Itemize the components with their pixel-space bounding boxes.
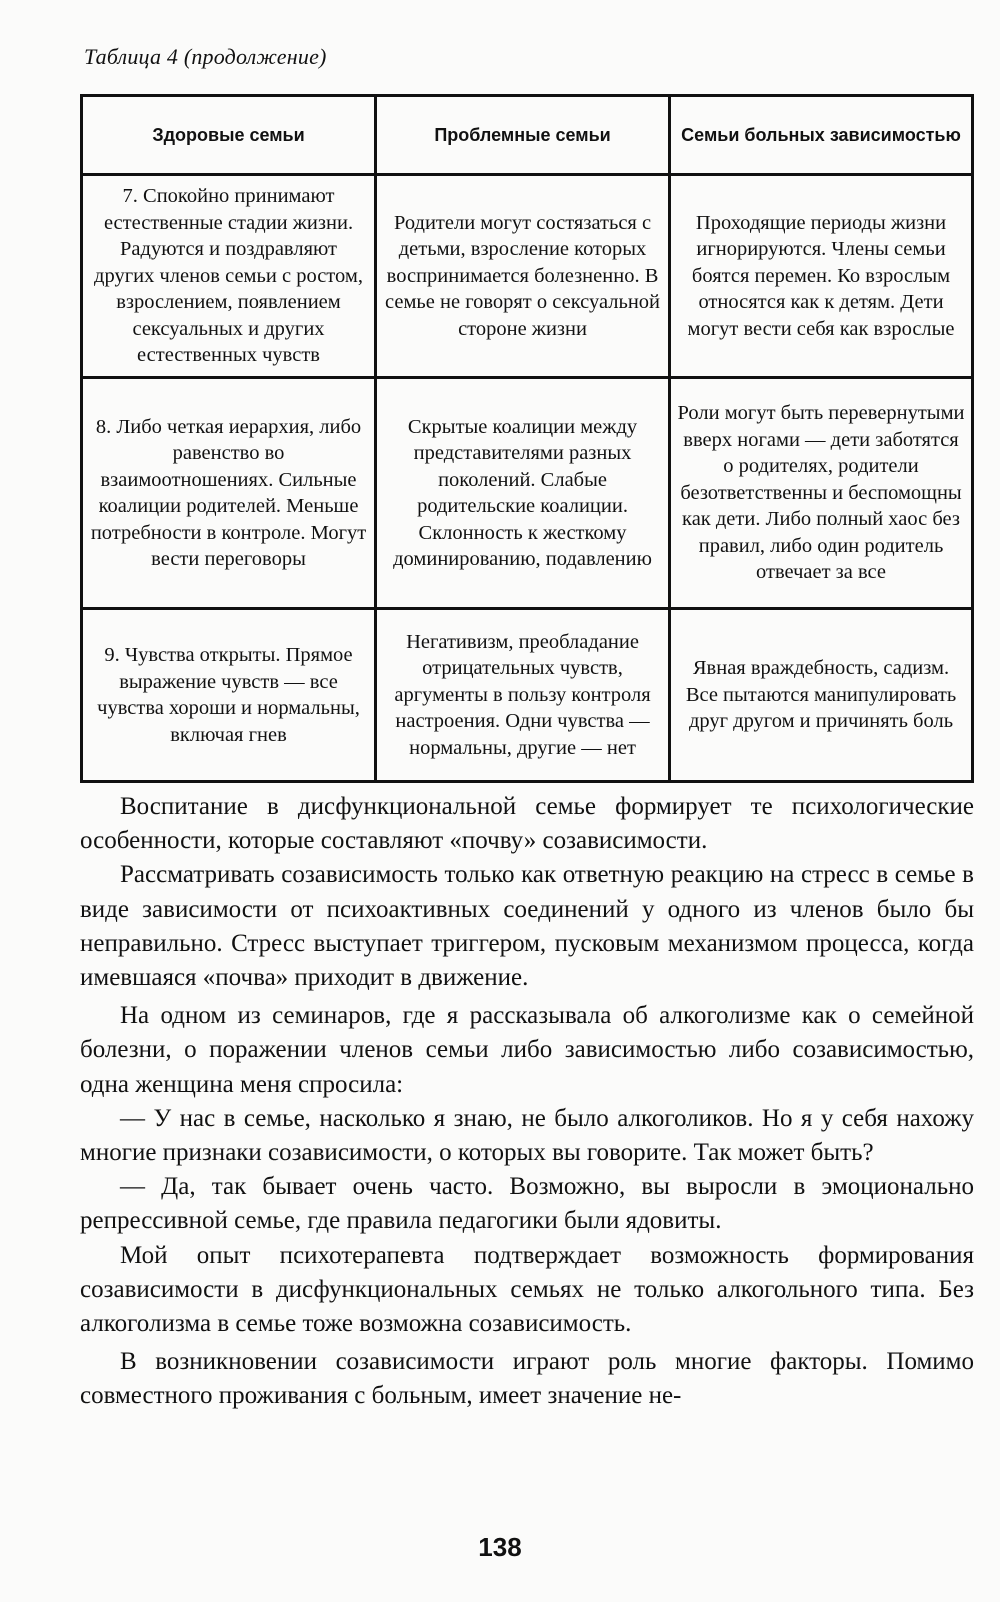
table-row (82, 175, 973, 378)
body-text (80, 790, 974, 1414)
paragraph: Воспитание в дисфункциональной семье формирует те психологические особенности, которые составляют «почву» созависимости. (80, 793, 974, 855)
header-healthy-families: Здоровые семьи (82, 96, 376, 175)
table-cell: Проходящие периоды жизни игнорируются. Члены семьи боятся перемен. Ко взрослым относятся как к детям. Дети могут вести себя как взрослые (670, 175, 973, 378)
table-cell: 9. Чувства открыты. Прямое выражение чувств — все чувства хороши и нормальны, включая гнев (82, 609, 376, 782)
paragraph: — У нас в семье, насколько я знаю, не было алкоголиков. Но я у себя нахожу многие признаки созависимости, о которых вы говорите. Так может быть? (80, 1104, 974, 1167)
paragraph: Мой опыт психотерапевта подтверждает возможность формирования созависимости в дисфункциональных семьях не только алкогольного типа. Без алкоголизма в семье тоже возможна созависимость. (80, 1241, 974, 1338)
table-cell: 8. Либо четкая иерархия, либо равенство во взаимоотношениях. Сильные коалиции родителей. Меньше потребности в контроле. Могут вести переговоры (82, 378, 376, 609)
table-header-row (82, 96, 973, 175)
table-caption: Таблица 4 (продолжение) (84, 44, 327, 69)
paragraph: В возникновении созависимости играют роль многие факторы. Помимо совместного проживания с больным, имеет значение не- (80, 1348, 974, 1410)
table-cell: Родители могут состязаться с детьми, взросление которых воспринимается болезненно. В семье не говорят о сексуальной стороне жизни (376, 175, 670, 378)
table-row (82, 378, 973, 609)
table-cell: Скрытые коалиции между представителями разных поколений. Слабые родительские коалиции. Склонность к жесткому доминированию, подавлению (376, 378, 670, 609)
table-row (82, 609, 973, 782)
table-cell: 7. Спокойно принимают естественные стадии жизни. Радуются и поздравляют других членов семьи с ростом, взрослением, появлением сексуальных и других естественных чувств (82, 175, 376, 378)
paragraph: — Да, так бывает очень часто. Возможно, вы выросли в эмоционально репрессивной семье, где правила педагогики были ядовиты. (80, 1173, 974, 1235)
page-number: 138 (478, 1532, 522, 1562)
table-cell: Явная враждебность, садизм. Все пытаются манипулировать друг другом и причинять боль (670, 609, 973, 782)
comparison-table (80, 94, 974, 783)
header-problem-families: Проблемные семьи (376, 96, 670, 175)
table-cell: Роли могут быть перевернутыми вверх ногами — дети заботятся о родителях, родители безответственны и беспомощны как дети. Либо полный хаос без правил, либо один родитель отвечает за все (670, 378, 973, 609)
paragraph: Рассматривать созависимость только как ответную реакцию на стресс в семье в виде зависимости от психоактивных соединений у одного из членов было бы неправильно. Стресс выступает триггером, пусковым механизмом процесса, когда имевшаяся «почва» приходит в движение. (80, 861, 974, 992)
table-cell: Негативизм, преобладание отрицательных чувств, аргументы в пользу контроля настроения. Одни чувства — нормальны, другие — нет (376, 609, 670, 782)
header-addicted-families: Семьи больных зависимостью (670, 96, 973, 175)
paragraph: На одном из семинаров, где я рассказывала об алкоголизме как о семейной болезни, о поражении членов семьи либо зависимостью либо созависимостью, одна женщина меня спросила: (80, 1002, 974, 1098)
